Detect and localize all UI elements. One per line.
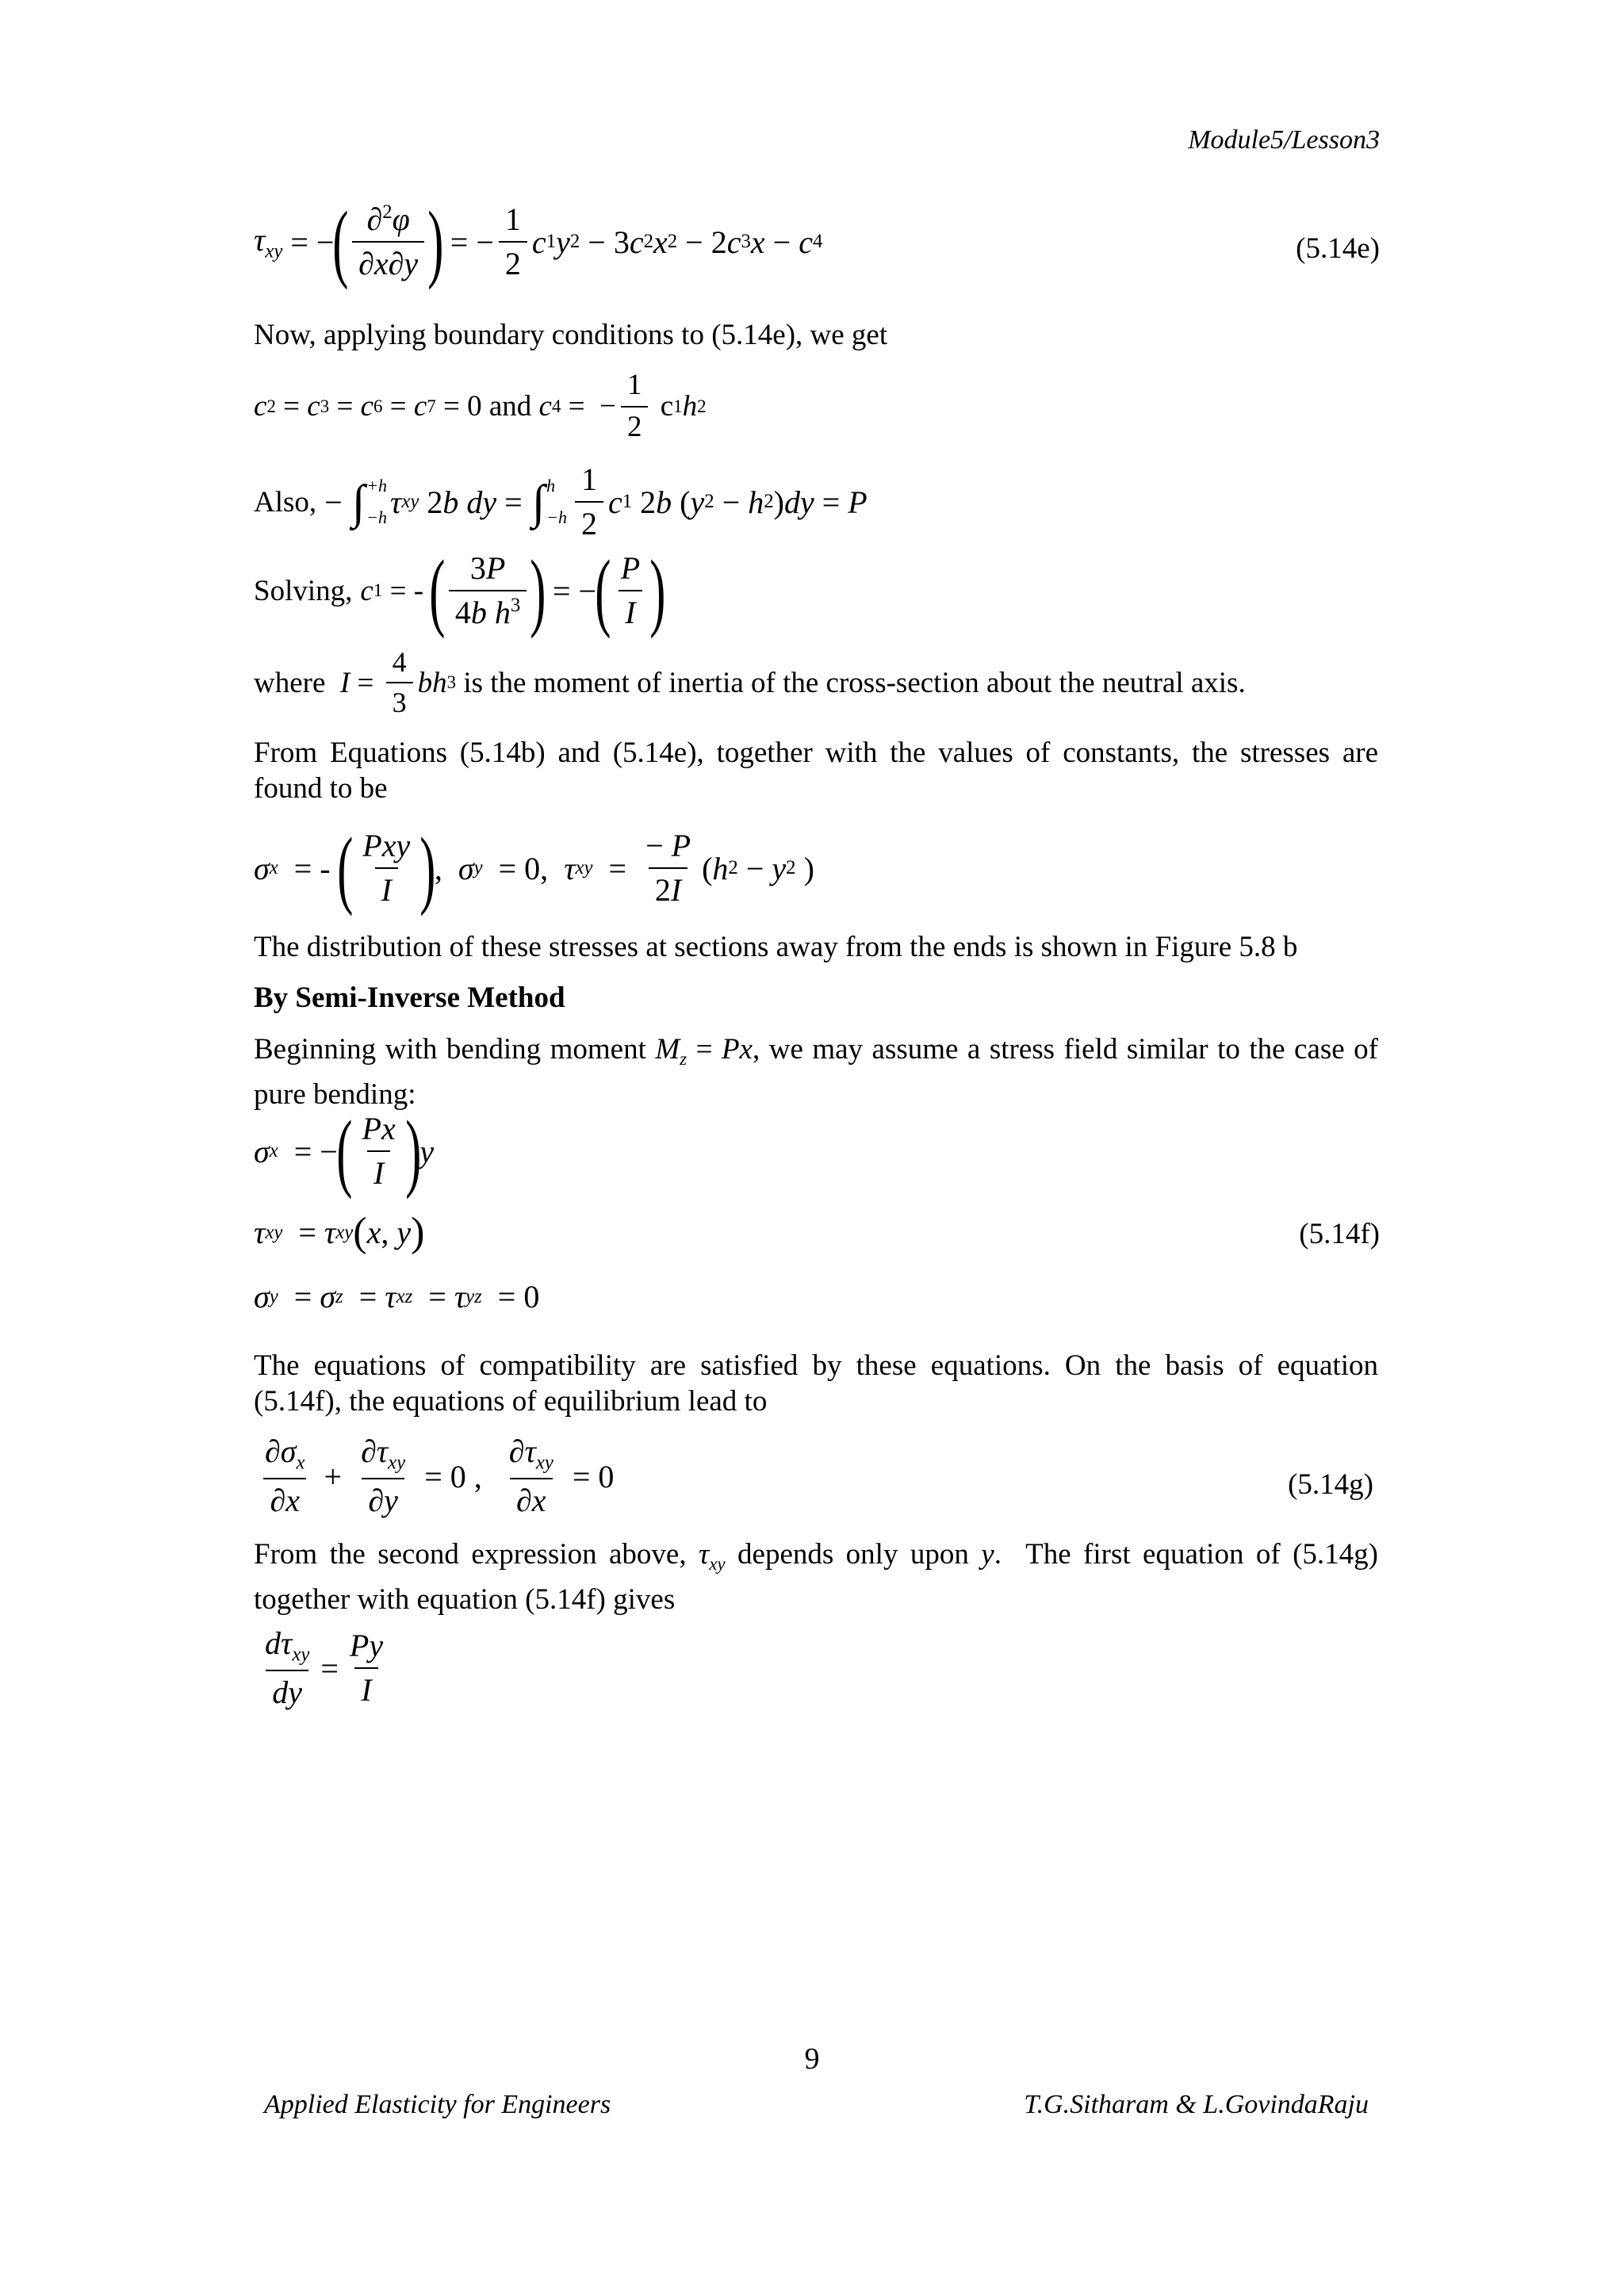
- second-expr-text-a: From the second expression above,: [254, 1538, 687, 1571]
- footer-book-title: Applied Elasticity for Engineers: [264, 2090, 611, 2119]
- paragraph-bending-moment: Beginning with bending moment $M_z = Px$, we may assume a stress field similar to the case of pure bending:: [254, 1033, 1378, 1112]
- equation-constants: c 2 = c 3 = c 6 = c 7 = 0 and c 4 = − $\frac{1}{2}$ c 1 h 2: [254, 369, 707, 443]
- paragraph-boundary-conditions: Now, applying boundary conditions to (5.14e), we get: [254, 319, 888, 351]
- bending-text-b: , we may assume a stress field similar to the case of pure bending:: [254, 1033, 1378, 1112]
- equation-5-14g: $\frac{\partial\sigma_x}{\partial x}$ + $\frac{\partial\tau_{xy}}{\partial y}$ = 0 , $\frac{\partial\tau_{xy}}{\partial x}$ = 0: [265, 1433, 615, 1519]
- paragraph-stresses-found: From Equations (5.14b) and (5.14e), together with the values of constants, the stresses are found to be: [254, 737, 1378, 805]
- equation-solving-c1: Solving, c 1 = - ( $\frac{3P}{4b h^3}$ ) = − ( $\frac{P}{I}$ ): [254, 542, 666, 639]
- equation-tau-xy: τ xy = τ xy ( x , y ): [254, 1210, 425, 1255]
- equation-number-5-14g: (5.14g): [1288, 1468, 1373, 1501]
- equation-5-14e: $\tau_{xy}$ = − ( $\frac{\partial^2\varphi}{\partial x\partial y}$ ) = − $\frac{1}{2}$ c 1 y 2 − 3 c 2 x 2 − 2 c 3 x − c 4: [254, 193, 823, 290]
- equation-sigma-x: σ x = − ( $\frac{Px}{I}$ ) y: [254, 1103, 435, 1200]
- paragraph-second-expression: From the second expression above, $\tau_{xy}$ depends only upon y. The first equation of (5.14g) together with equation (5.14f) gives: [254, 1538, 1378, 1617]
- equation-moment-of-inertia: where I = $\frac{4}{3}$ bh 3 is the moment of inertia of the cross-section about the neutral axis.: [254, 646, 1246, 719]
- section-heading: By Semi-Inverse Method: [254, 982, 565, 1014]
- moment-of-inertia-description: is the moment of inertia of the cross-section about the neutral axis.: [463, 666, 1246, 699]
- equation-number-5-14e: (5.14e): [1296, 232, 1380, 265]
- equation-stresses: σ x = - ( $\frac{\text{Pxy}}{I}$ ) , σ y = 0, τ xy = $\frac{- P}{2I}$ ( h 2 − y 2 ): [254, 820, 814, 916]
- equation-zero-stresses: σ y = σ z = τ xz = τ yz = 0: [254, 1279, 540, 1314]
- equation-integral: Also, − ∫ +h −h τ xy 2 b dy = ∫ h −h $\frac{1}{2}$ c 1 2 b ( y 2 − h 2 ) dy = P: [254, 461, 868, 541]
- equation-number-5-14f: (5.14f): [1299, 1218, 1380, 1250]
- bending-text-a: Beginning with bending moment: [254, 1033, 646, 1066]
- second-expr-text-c: The first equation of (5.14g) together with equation (5.14f) gives: [254, 1538, 1378, 1617]
- paragraph-distribution: The distribution of these stresses at sections away from the ends is shown in Figure 5.8 b: [254, 931, 1298, 963]
- label-also: Also,: [254, 485, 317, 519]
- label-where: where: [254, 666, 326, 699]
- page-number: 9: [804, 2042, 820, 2076]
- equation-dtau-dy: $\frac{d\tau_{xy}}{dy}$ = $\frac{Py}{I}$: [265, 1625, 384, 1711]
- footer-authors: T.G.Sitharam & L.GovindaRaju: [1024, 2090, 1369, 2119]
- label-solving: Solving,: [254, 574, 353, 607]
- paragraph-compatibility: The equations of compatibility are satisfied by these equations. On the basis of equation (5.14f), the equations of equilibrium lead to: [254, 1349, 1378, 1418]
- running-header: Module5/Lesson3: [1188, 125, 1380, 155]
- second-expr-text-b: depends only upon: [737, 1538, 969, 1571]
